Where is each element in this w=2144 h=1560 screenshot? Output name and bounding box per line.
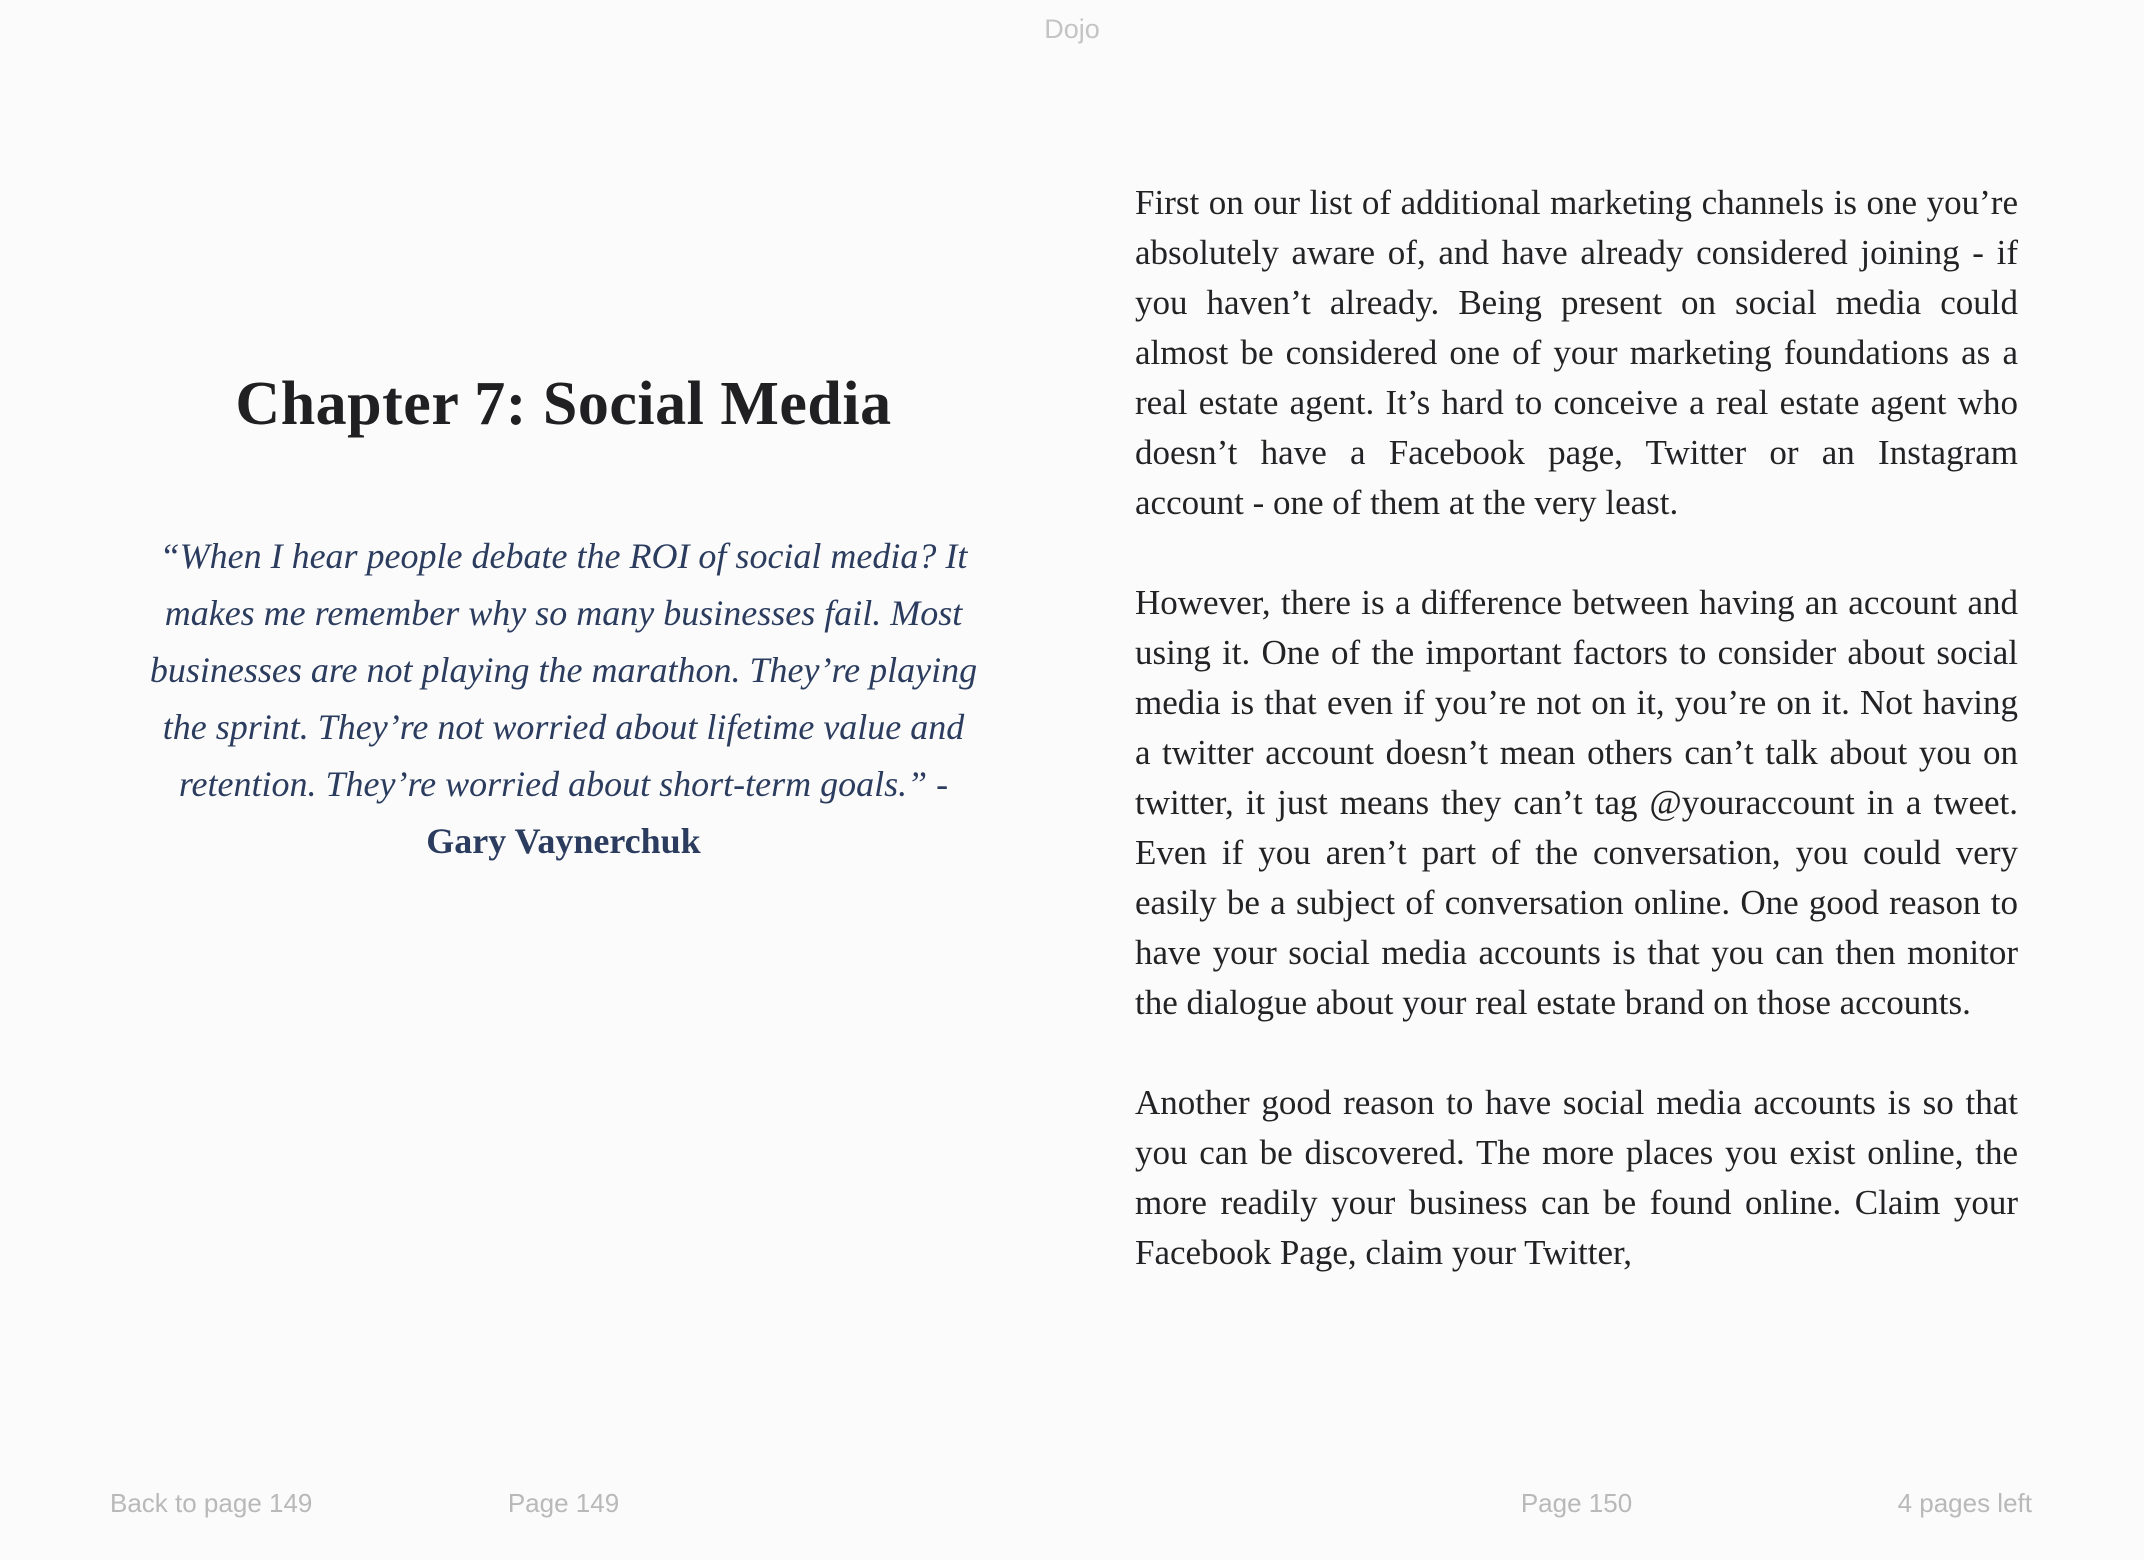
book-spread xyxy=(122,0,2018,1560)
quote-line: the sprint. They’re not worried about lifetime value and xyxy=(162,707,965,747)
quote-attribution: Gary Vaynerchuk xyxy=(426,821,701,861)
pages-left-label: 4 pages left xyxy=(1897,1488,2032,1518)
right-page-number: Page 150 xyxy=(1520,1488,1633,1518)
back-to-page-link[interactable]: Back to page 149 xyxy=(110,1488,313,1518)
body-paragraph: First on our list of additional marketing channels is one you’re absolutely aware of, and have already considered joining - if you haven’t already. Being present on social media could almost be considered one of your marketing foundations as a real estate agent. It’s hard to conceive a real estate agent who doesn’t have a Facebook page, Twitter or an Instagram account - one of them at the very least. xyxy=(1135,183,2018,522)
left-page-number: Page 149 xyxy=(507,1488,620,1518)
book-title: Dojo xyxy=(1044,14,1100,44)
body-paragraph: Another good reason to have social media accounts is so that you can be discovered. The more places you exist online, the more readily your business can be found online. Claim your Facebook Page, claim your Twitter, xyxy=(1135,1083,2018,1272)
right-page xyxy=(1135,0,2018,1560)
quote-line: businesses are not playing the marathon. They’re playing xyxy=(149,650,978,690)
reader-footer xyxy=(0,1488,2144,1528)
quote-line: “When I hear people debate the ROI of social media? It xyxy=(159,536,968,576)
left-page xyxy=(122,0,1005,1560)
chapter-quote xyxy=(122,528,1005,870)
body-paragraph: However, there is a difference between having an account and using it. One of the important factors to consider about social media is that even if you’re not on it, you’re on it. Not having a twitter account doesn’t mean others can’t talk about you on twitter, it just means they can’t tag @youraccount in a tweet. Even if you aren’t part of the conversation, you could very easily be a subject of conversation online. One good reason to have your social media accounts is that you can then monitor the dialogue about your real estate brand on those accounts. xyxy=(1135,583,2018,1022)
chapter-title: Chapter 7: Social Media xyxy=(235,370,892,438)
quote-line: retention. They’re worried about short-term goals.” - xyxy=(178,764,949,804)
quote-line: makes me remember why so many businesses fail. Most xyxy=(164,593,963,633)
